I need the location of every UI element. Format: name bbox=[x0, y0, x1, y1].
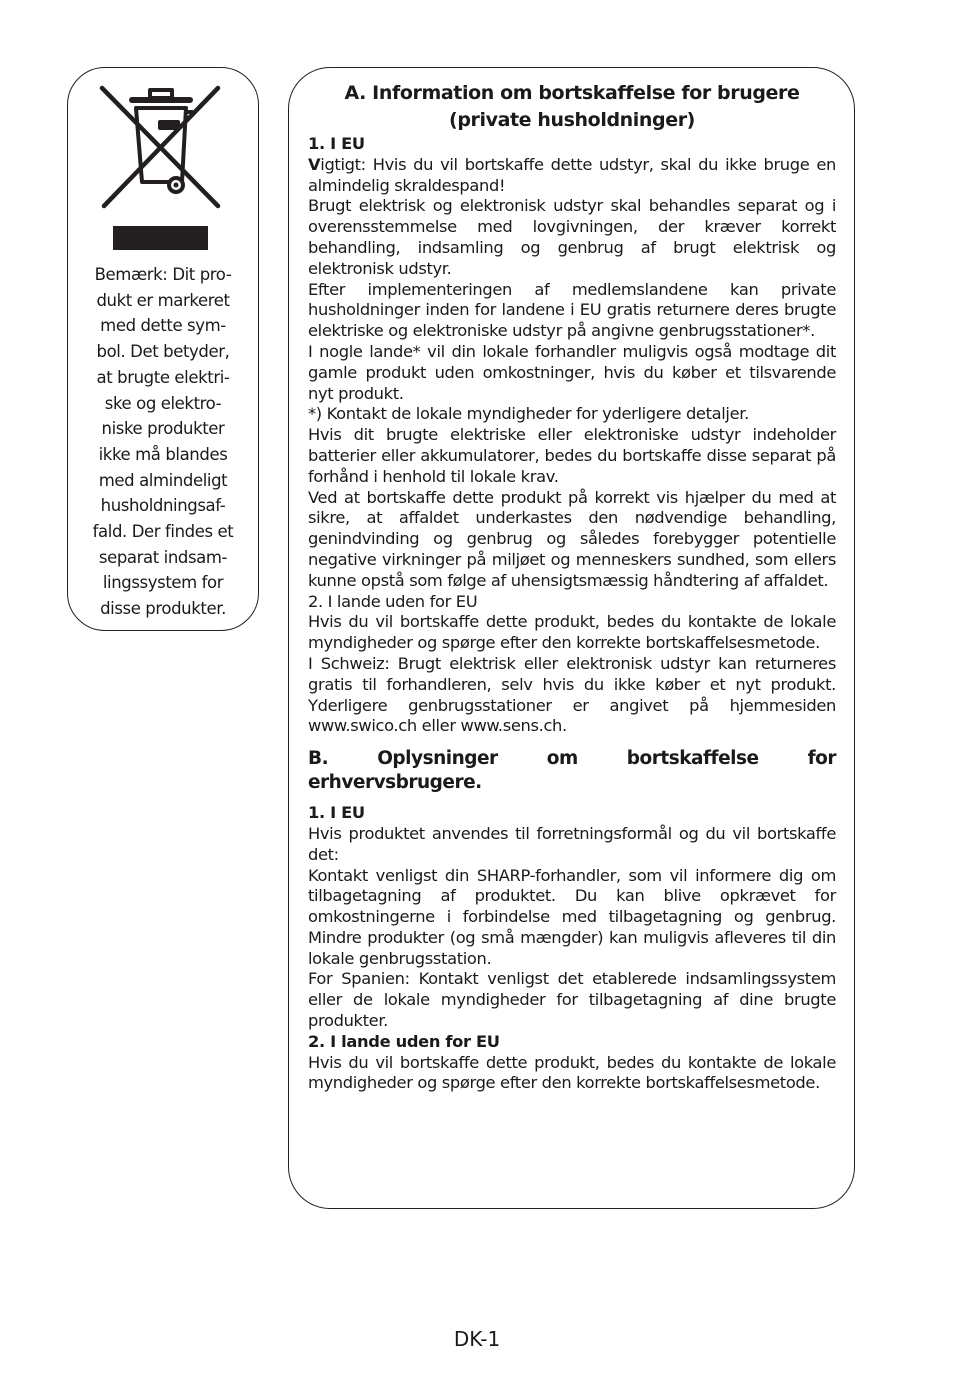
section-b-paragraph: Hvis du vil bortskaffe dette produkt, bedes du kontakte de lokale myndigheder og spørge efter den korrekte bortskaffelsesmetode. bbox=[308, 1052, 836, 1093]
page-number: DK-1 bbox=[453, 1327, 501, 1351]
weee-note-box bbox=[67, 67, 259, 631]
section-b-title: B. Oplysninger om bortskaffelse for erhvervsbrugere. bbox=[308, 748, 836, 794]
section-a-subheading-non-eu: 2. I lande uden for EU bbox=[308, 591, 478, 611]
section-a-paragraph: I Schweiz: Brugt elektrisk eller elektronisk udstyr kan returneres gratis til forhandleren, selv hvis du ikke køber et nyt produkt. Yderligere genbrugsstationer er angivet på hjemmesiden www.swico.ch eller www.sens.ch. bbox=[308, 653, 836, 736]
section-b-paragraph: Hvis produktet anvendes til forretningsformål og du vil bortskaffe det: bbox=[308, 823, 836, 864]
section-a-paragraph: Ved at bortskaffe dette produkt på korrekt vis hjælper du med at sikre, at affaldet underkastes den nødvendige behandling, genindvinding og genbrug og således forebygger potentielle negative virkninger på miljøet og menneskers sundhed, som ellers kunne opstå som følge af uhensigtsmæssig håndtering af affaldet. bbox=[308, 487, 836, 590]
section-a-footnote: *) Kontakt de lokale myndigheder for yderligere detaljer. bbox=[308, 404, 749, 424]
disposal-info-content bbox=[308, 80, 836, 1094]
section-a-important: Vigtigt: Hvis du vil bortskaffe dette udstyr, skal du ikke bruge en almindelig skraldespand! bbox=[308, 154, 836, 195]
section-a-paragraph: Efter implementeringen af medlemslandene kan private husholdninger inden for landene i EU gratis returnere deres brugte elektriske og elektroniske udstyr på angivne genbrugsstationer*. bbox=[308, 279, 836, 341]
section-a-paragraph: Hvis du vil bortskaffe dette produkt, bedes du kontakte de lokale myndigheder og spørge efter den korrekte bortskaffelsesmetode. bbox=[308, 612, 836, 653]
weee-marking-bar bbox=[113, 226, 208, 250]
section-b-paragraph: Kontakt venligst din SHARP-forhandler, som vil informere dig om tilbagetagning af produktet. Du kan blive opkrævet for omkostningerne i forbindelse med tilbagetagning og genbrug. Mindre produkter (og små mængder) kan muligvis afleveres til din lokale genbrugsstation. bbox=[308, 865, 836, 968]
disposal-info-box bbox=[288, 67, 855, 1209]
section-b-paragraph: For Spanien: Kontakt venligst det etablerede indsamlingssystem eller de lokale myndigheder for tilbagetagning af dine brugte produkter. bbox=[308, 969, 836, 1031]
section-a-title: A. Information om bortskaffelse for brugere (private husholdninger) bbox=[344, 82, 800, 131]
section-b-subheading-non-eu: 2. I lande uden for EU bbox=[308, 1031, 500, 1051]
section-a-paragraph: I nogle lande* vil din lokale forhandler muligvis også modtage dit gamle produkt uden omkostninger, hvis du køber et tilsvarende nyt produkt. bbox=[308, 341, 836, 403]
section-a-paragraph: Brugt elektrisk og elektronisk udstyr skal behandles separat og i overensstemmelse med lovgivningen, der kræver korrekt behandling, indsamling og genbrug af brugt elektrisk og elektronisk udstyr. bbox=[308, 196, 836, 278]
weee-note-text: Bemærk: Dit pro- dukt er markeret med dette sym- bol. Det betyder, at brugte elektri- ske og elektro- niske produkter ikke må blandes med almindeligt husholdningsaf- fald. Der findes et separat indsam- lingssystem for disse produkter. bbox=[92, 265, 234, 619]
section-a-paragraph: Hvis dit brugte elektriske eller elektroniske udstyr indeholder batterier eller akkumulatorer, bedes du bortskaffe disse separat på forhånd i henhold til lokale krav. bbox=[308, 425, 836, 486]
crossed-out-wheelie-bin-icon bbox=[98, 82, 228, 212]
section-a-subheading-eu: 1. I EU bbox=[308, 134, 365, 153]
section-b-subheading-eu: 1. I EU bbox=[308, 803, 365, 823]
